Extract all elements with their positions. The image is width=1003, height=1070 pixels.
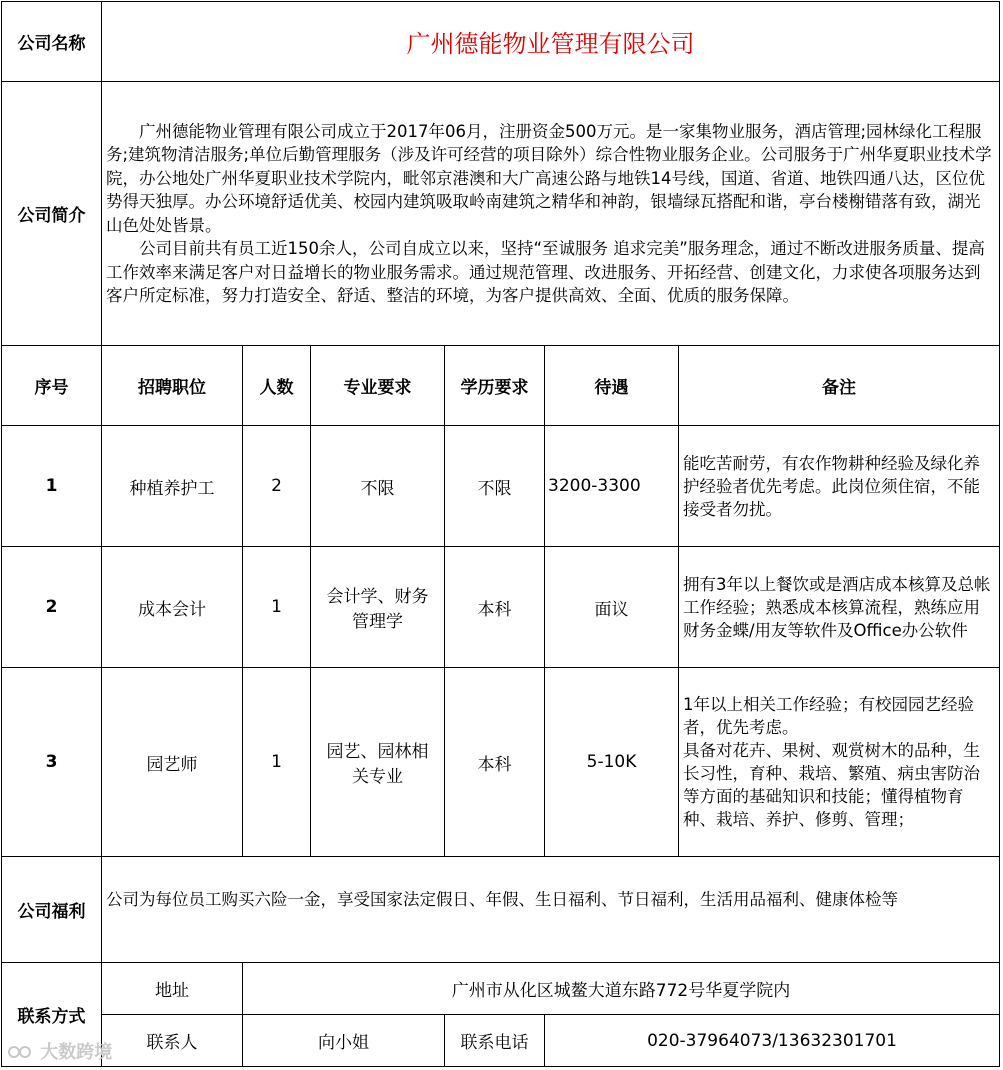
contact-person-label: 联系人 (102, 1015, 243, 1067)
benefits-row (2, 857, 1000, 963)
company-name-label: 公司名称 (2, 2, 102, 82)
job-count: 1 (243, 668, 311, 857)
address-value: 广州市从化区城鳌大道东路772号华夏学院内 (243, 963, 1000, 1015)
address-label: 地址 (102, 963, 243, 1015)
header-education: 学历要求 (445, 346, 545, 426)
contact-address-row (2, 963, 1000, 1015)
company-intro-paragraph-1: 广州德能物业管理有限公司成立于2017年06月，注册资金500万元。是一家集物业服务，酒店管理;园林绿化工程服务;建筑物清洁服务;单位后勤管理服务（涉及许可经营的项目除外）综合性物业服务企业。公司服务于广州华夏职业技术学院，办公地处广州华夏职业技术学院内，毗邻京港澳和大广高速公路与地铁14号线，国道、省道、地铁四通八达，区位优势得天独厚。办公环境舒适优美、校园内建筑吸取岭南建筑之精华和神韵，银墙绿瓦搭配和谐，亭台楼榭错落有致，湖光山色处处皆景。 (106, 121, 992, 235)
job-salary: 3200-3300 (545, 426, 679, 547)
contact-person-row (2, 1015, 1000, 1067)
company-name: 广州德能物业管理有限公司 (102, 2, 1000, 82)
watermark-logo-icon (8, 1043, 34, 1061)
phone-label: 联系电话 (445, 1015, 545, 1067)
job-row (2, 426, 1000, 547)
job-no: 1 (2, 426, 102, 547)
recruitment-table (1, 1, 1000, 1067)
job-position: 种植养护工 (102, 426, 243, 547)
job-row (2, 547, 1000, 668)
job-salary: 面议 (545, 547, 679, 668)
job-count: 2 (243, 426, 311, 547)
company-intro-label: 公司简介 (2, 82, 102, 346)
header-count: 人数 (243, 346, 311, 426)
job-salary: 5-10K (545, 668, 679, 857)
job-education: 本科 (445, 547, 545, 668)
phone-value: 020-37964073/13632301701 (545, 1015, 1000, 1067)
header-major: 专业要求 (311, 346, 445, 426)
job-count: 1 (243, 547, 311, 668)
benefits-label: 公司福利 (2, 857, 102, 963)
job-row (2, 668, 1000, 857)
header-notes: 备注 (679, 346, 1000, 426)
job-notes (679, 547, 1000, 668)
job-major: 会计学、财务管理学 (311, 547, 445, 668)
job-no: 3 (2, 668, 102, 857)
job-education: 不限 (445, 426, 545, 547)
header-position: 招聘职位 (102, 346, 243, 426)
company-intro (102, 82, 1000, 346)
jobs-header-row (2, 346, 1000, 426)
job-note-line: 具备对花卉、果树、观赏树木的品种，生长习性，育种、栽培、繁殖、病虫害防治等方面的基础知识和技能；懂得植物育种、栽培、养护、修剪、管理； (683, 741, 980, 829)
company-name-row (2, 2, 1000, 82)
watermark (8, 1038, 112, 1064)
job-position: 园艺师 (102, 668, 243, 857)
job-major: 不限 (311, 426, 445, 547)
watermark-text: 大数跨境 (40, 1042, 113, 1063)
job-no: 2 (2, 547, 102, 668)
company-intro-row (2, 82, 1000, 346)
job-notes (679, 426, 1000, 547)
job-major: 园艺、园林相关专业 (311, 668, 445, 857)
job-note-line: 1年以上相关工作经验；有校园园艺经验者，优先考虑。 (683, 695, 974, 737)
job-note-line: 能吃苦耐劳，有农作物耕种经验及绿化养护经验者优先考虑。此岗位须住宿，不能接受者勿扰。 (683, 453, 980, 519)
contact-label: 联系方式 (2, 963, 102, 1067)
job-education: 本科 (445, 668, 545, 857)
header-salary: 待遇 (545, 346, 679, 426)
job-position: 成本会计 (102, 547, 243, 668)
header-no: 序号 (2, 346, 102, 426)
company-intro-paragraph-2: 公司目前共有员工近150余人，公司自成立以来，坚持“至诚服务 追求完美”服务理念，通过不断改进服务质量、提高工作效率来满足客户对日益增长的物业服务需求。通过规范管理、改进服务、开拓经营、创建文化，力求使各项服务达到客户所定标准，努力打造安全、舒适、整洁的环境，为客户提供高效、全面、优质的服务保障。 (106, 239, 985, 305)
benefits-text: 公司为每位员工购买六险一金，享受国家法定假日、年假、生日福利、节日福利，生活用品福利、健康体检等 (102, 857, 1000, 963)
job-note-line: 拥有3年以上餐饮或是酒店成本核算及总帐工作经验；熟悉成本核算流程，熟练应用财务金蝶/用友等软件及Office办公软件 (683, 574, 991, 640)
job-notes (679, 668, 1000, 857)
contact-person-value: 向小姐 (243, 1015, 445, 1067)
